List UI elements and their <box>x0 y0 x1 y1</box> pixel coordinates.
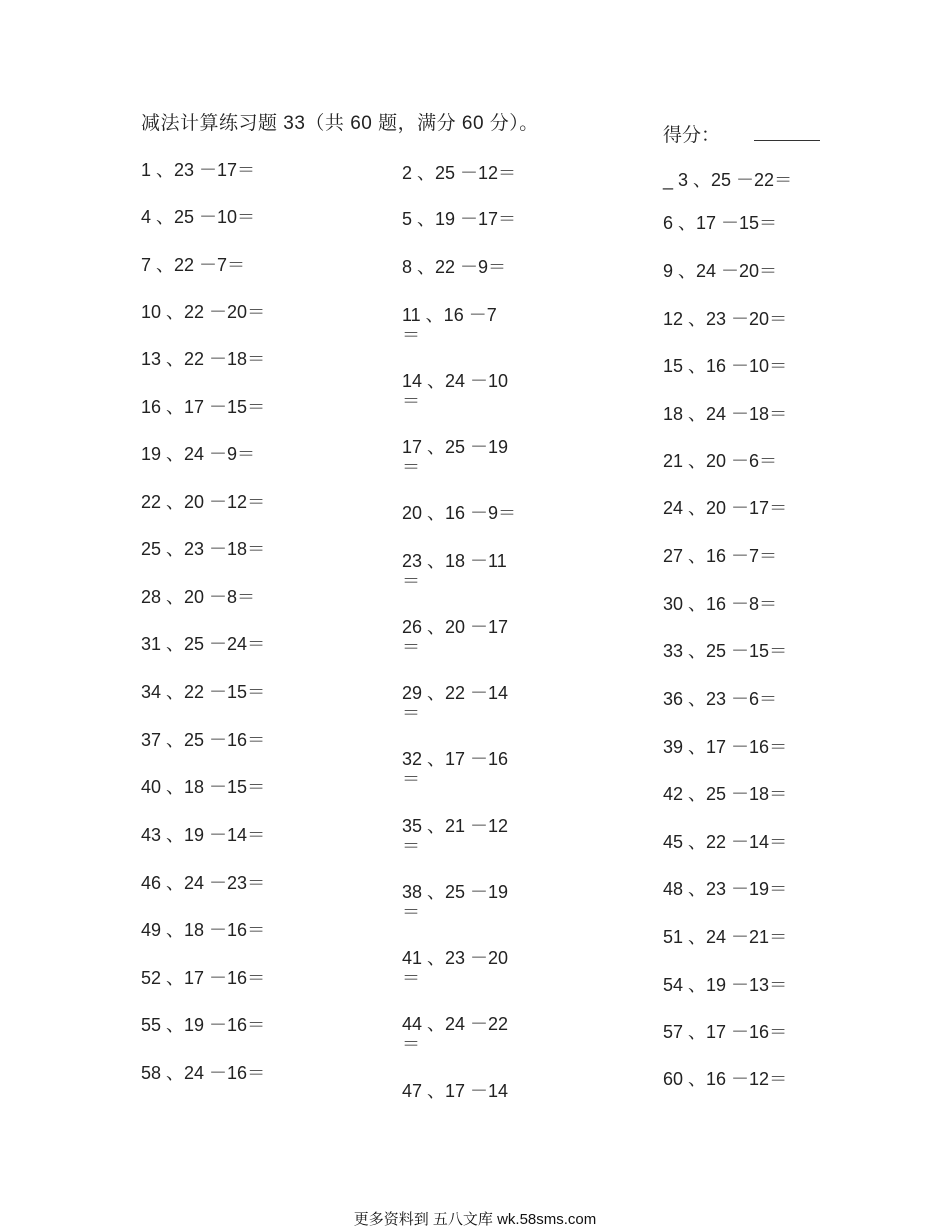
problem-item: 22 、20 －12＝ <box>141 492 266 512</box>
problem-item: _ 3 、25 －22＝ <box>663 170 793 190</box>
problem-item: 17 、25 －19 ＝ <box>402 437 509 477</box>
problem-item: 29 、22 －14 ＝ <box>402 683 509 723</box>
problem-item: 37 、25 －16＝ <box>141 730 266 750</box>
problem-item: 58 、24 －16＝ <box>141 1063 266 1083</box>
problem-item: 54 、19 －13＝ <box>663 975 788 995</box>
problem-item: 9 、24 －20＝ <box>663 261 778 281</box>
problem-item: 55 、19 －16＝ <box>141 1015 266 1035</box>
problem-item: 43 、19 －14＝ <box>141 825 266 845</box>
score-field <box>663 120 820 147</box>
problem-item: 57 、17 －16＝ <box>663 1022 788 1042</box>
problem-item: 47 、17 －14 <box>402 1081 509 1101</box>
problem-item: 30 、16 －8＝ <box>663 594 778 614</box>
problem-item: 49 、18 －16＝ <box>141 920 266 940</box>
problem-item: 35 、21 －12 ＝ <box>402 816 509 856</box>
problem-item: 24 、20 －17＝ <box>663 498 788 518</box>
problem-item: 39 、17 －16＝ <box>663 737 788 757</box>
problem-item: 4 、25 －10＝ <box>141 207 256 227</box>
problem-item: 18 、24 －18＝ <box>663 404 788 424</box>
problem-item: 33 、25 －15＝ <box>663 641 788 661</box>
problem-item: 32 、17 －16 ＝ <box>402 749 509 789</box>
problem-item: 31 、25 －24＝ <box>141 634 266 654</box>
problem-item: 27 、16 －7＝ <box>663 546 778 566</box>
problem-item: 51 、24 －21＝ <box>663 927 788 947</box>
problem-item: 8 、22 －9＝ <box>402 257 507 277</box>
problem-item: 26 、20 －17 ＝ <box>402 617 509 657</box>
problem-item: 13 、22 －18＝ <box>141 349 266 369</box>
problem-item: 36 、23 －6＝ <box>663 689 778 709</box>
problem-item: 52 、17 －16＝ <box>141 968 266 988</box>
problem-item: 60 、16 －12＝ <box>663 1069 788 1089</box>
problem-item: 19 、24 －9＝ <box>141 444 256 464</box>
problem-item: 48 、23 －19＝ <box>663 879 788 899</box>
problem-item: 12 、23 －20＝ <box>663 309 788 329</box>
problem-item: 46 、24 －23＝ <box>141 873 266 893</box>
problem-item: 5 、19 －17＝ <box>402 209 517 229</box>
problem-item: 20 、16 －9＝ <box>402 503 517 523</box>
problem-item: 7 、22 －7＝ <box>141 255 246 275</box>
problem-item: 21 、20 －6＝ <box>663 451 778 471</box>
problem-item: 16 、17 －15＝ <box>141 397 266 417</box>
problem-item: 34 、22 －15＝ <box>141 682 266 702</box>
problem-item: 41 、23 －20 ＝ <box>402 948 509 988</box>
problem-item: 45 、22 －14＝ <box>663 832 788 852</box>
problem-item: 28 、20 －8＝ <box>141 587 256 607</box>
problem-item: 14 、24 －10 ＝ <box>402 371 509 411</box>
problem-item: 44 、24 －22 ＝ <box>402 1014 509 1054</box>
problem-item: 1 、23 －17＝ <box>141 160 256 180</box>
problem-item: 11 、16 －7 ＝ <box>402 305 497 345</box>
problem-item: 40 、18 －15＝ <box>141 777 266 797</box>
problem-item: 2 、25 －12＝ <box>402 163 517 183</box>
problem-item: 42 、25 －18＝ <box>663 784 788 804</box>
score-blank-line[interactable] <box>754 124 820 141</box>
problem-item: 6 、17 －15＝ <box>663 213 778 233</box>
worksheet-title: 减法计算练习题 33（共 60 题，满分 60 分）。 <box>141 113 539 134</box>
problem-item: 23 、18 －11 ＝ <box>402 551 507 591</box>
problem-item: 38 、25 －19 ＝ <box>402 882 509 922</box>
problem-item: 10 、22 －20＝ <box>141 302 266 322</box>
score-label: 得分： <box>663 125 721 146</box>
footer-source: 更多资料到 五八文库 wk.58sms.com <box>353 1211 597 1228</box>
problem-item: 25 、23 －18＝ <box>141 539 266 559</box>
problem-item: 15 、16 －10＝ <box>663 356 788 376</box>
